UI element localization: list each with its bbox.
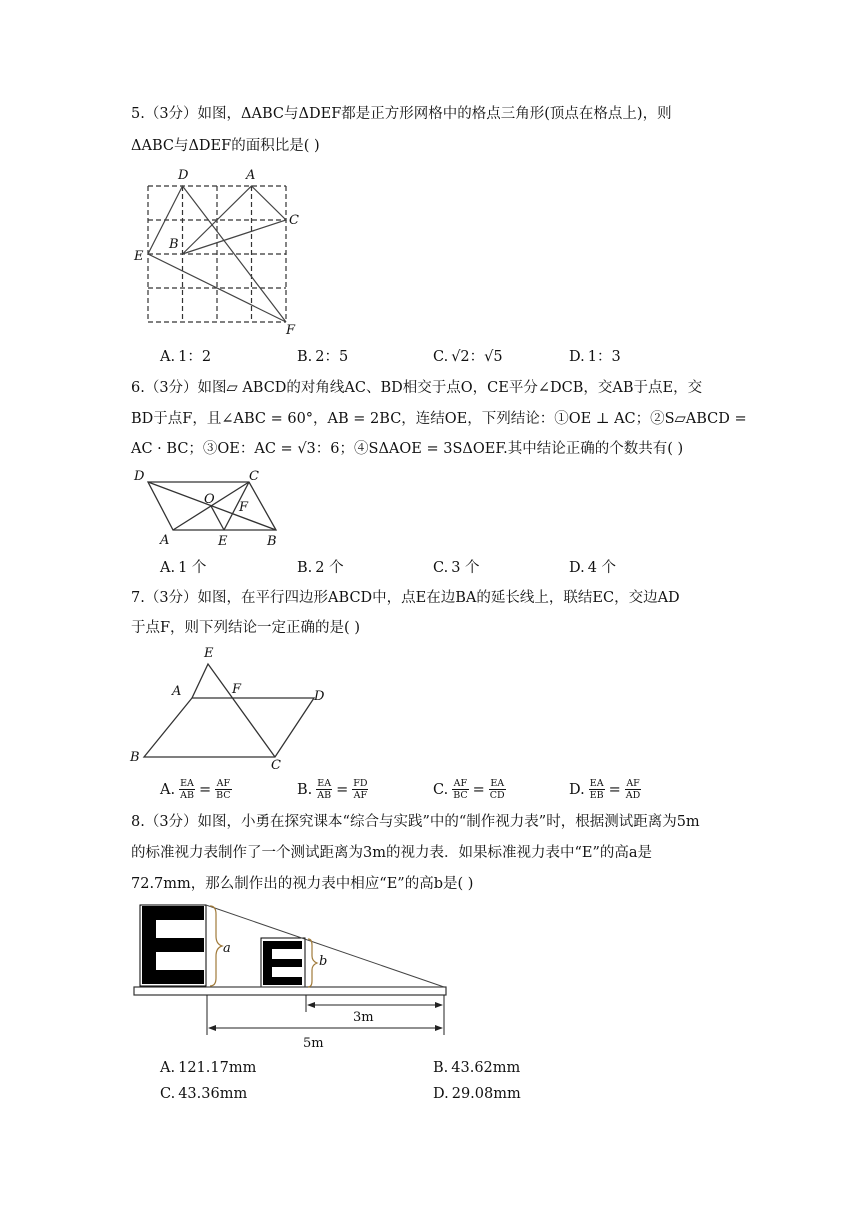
label-d: D [134,469,145,484]
q5-text-line1: 5.（3分）如图，ΔABC与ΔDEF都是正方形网格中的格点三角形(顶点在格点上)，则 [131,106,672,122]
q8-option-b[interactable]: B. 43.62mm [433,1060,521,1076]
q7-parallelogram-figure [128,643,338,773]
label-d: D [314,689,325,704]
q7-text-line1: 7.（3分）如图，在平行四边形ABCD中，点E在边BA的延长线上，联结EC，交边AD [131,590,680,606]
label-b: B [130,750,140,765]
label-f: F [239,500,249,515]
label-f: F [286,323,296,336]
brace-b [308,939,317,987]
q6-option-a[interactable]: A. 1 个 [160,560,207,576]
label-a: A [172,684,182,699]
q8-text-line1: 8.（3分）如图，小勇在探究课本“综合与实践”中的“制作视力表”时，根据测试距离为5m [131,814,700,830]
q5-grid-lines [148,186,286,322]
label-b: B [169,237,179,252]
q6-text-line1: 6.（3分）如图▱ ABCD的对角线AC、BD相交于点O，CE平分∠DCB，交AB于点E，交 [131,380,703,396]
label-o: O [204,492,215,507]
q8-option-c[interactable]: C. 43.36mm [160,1086,248,1102]
q6-option-c[interactable]: C. 3 个 [433,560,480,576]
q5-option-c[interactable]: C. √2：√5 [433,349,503,365]
brace-a [210,906,222,986]
q6-parallelogram-figure [128,466,293,550]
label-a: a [223,941,231,956]
q7-option-a[interactable]: A. $\frac{EA}{AB}$ = $\frac{AF}{BC}$ [160,778,231,801]
label-c: C [271,758,281,773]
q8-text-line2: 的标准视力表制作了一个测试距离为3m的视力表．如果标准视力表中“E”的高a是 [131,845,653,861]
small-e-letter [261,938,305,987]
label-e: E [204,646,214,661]
big-e-letter [140,905,206,986]
q6-text-line3: AC · BC；③OE：AC = √3：6；④SΔAOE = 3SΔOEF.其中结论正确的个数共有( ) [131,441,684,457]
q5-option-a[interactable]: A. 1：2 [160,349,212,365]
q8-text-line3: 72.7mm，那么制作出的视力表中相应“E”的高b是( ) [131,876,474,892]
q7-option-c[interactable]: C. $\frac{AF}{BC}$ = $\frac{EA}{CD}$ [433,778,505,801]
base-board [134,987,446,995]
q5-option-d[interactable]: D. 1：3 [569,349,621,365]
q7-option-b[interactable]: B. $\frac{EA}{AB}$ = $\frac{FD}{AF}$ [297,778,368,801]
parallelogram-abcd [144,698,314,757]
label-5m: 5m [303,1036,324,1051]
label-b: b [319,954,328,969]
q5-option-b[interactable]: B. 2：5 [297,349,349,365]
q8-eye-chart-figure [128,900,458,1055]
label-e: E [218,534,228,549]
label-d: D [178,168,189,183]
label-a: A [160,533,170,548]
q7-text-line2: 于点F，则下列结论一定正确的是( ) [131,620,360,636]
q5-text-line2: ΔABC与ΔDEF的面积比是( ) [131,138,320,154]
q7-option-d[interactable]: D. $\frac{EA}{EB}$ = $\frac{AF}{AD}$ [569,778,641,801]
label-f: F [232,682,242,697]
q5-grid-figure [128,164,308,336]
label-c: C [249,469,259,484]
label-e: E [134,249,144,264]
label-c: C [289,213,299,228]
q6-text-line2: BD于点F，且∠ABC = 60°，AB = 2BC，连结OE，下列结论：①OE ⊥ AC；②S▱ABCD = [131,411,747,427]
q6-option-b[interactable]: B. 2 个 [297,560,344,576]
q8-option-a[interactable]: A. 121.17mm [160,1060,257,1076]
q6-option-d[interactable]: D. 4 个 [569,560,617,576]
triangle-ebc-sides [192,664,275,757]
label-3m: 3m [353,1010,374,1025]
q8-option-d[interactable]: D. 29.08mm [433,1086,521,1102]
label-a: A [246,168,256,183]
label-b: B [267,534,277,549]
